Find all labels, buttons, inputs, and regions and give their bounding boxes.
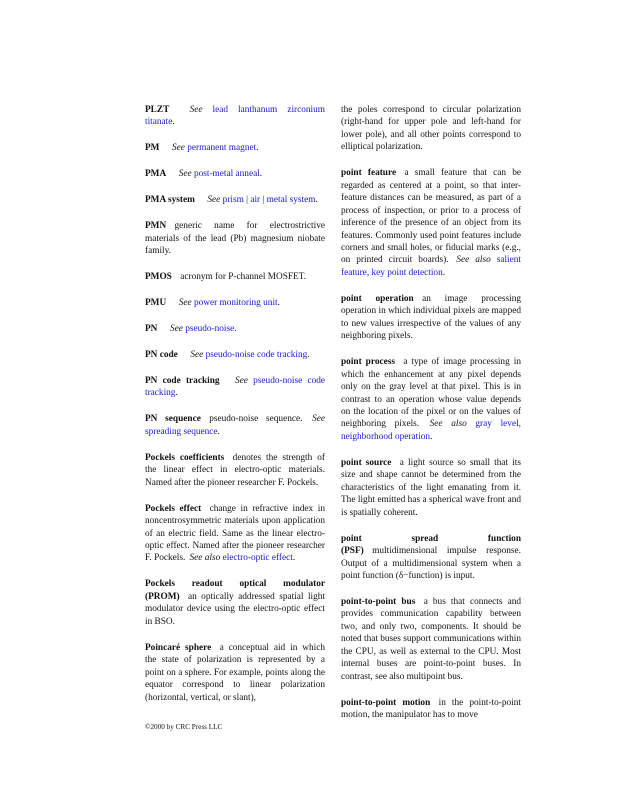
see-label: See (312, 414, 325, 425)
glossary-entry (341, 104, 521, 154)
left-column (145, 104, 325, 717)
entry-definition: denotes the strength of the linear effect in electro-optic materials. Named after the pioneer researcher F. Pockels. (145, 452, 325, 488)
entry-definition: a bus that connects and provides communication capability between two, and only two, components. It should be noted that buses support communications within the CPU, as well as external to the CPU. Most internal buses are point-to-point buses. In contrast, see also multipoint bus. (341, 596, 521, 682)
glossary-entry (341, 167, 521, 279)
see-label: See (178, 298, 192, 309)
entry-term: PN (145, 324, 158, 335)
entry-definition: an optically addressed spatial light modulator device using the electro-optic effect in BSO. (145, 591, 325, 627)
cross-reference-link[interactable]: pseudo-noise code tracking (205, 349, 308, 360)
cross-reference-link[interactable]: key point detection (371, 267, 443, 278)
glossary-entry (145, 142, 325, 154)
see-label: See (207, 195, 221, 206)
see-label: See also (429, 419, 467, 430)
entry-definition: change in refractive index in noncentrosymmetric materials upon application of an electric field. Same as the linear electro-optic effect. Named after the pioneer researcher F. Pockels. (145, 503, 325, 564)
entry-term: point-to-point motion (341, 697, 431, 708)
entry-term: PM (145, 143, 160, 154)
see-label: See (169, 324, 183, 335)
cross-reference-link[interactable]: salient feature (341, 255, 521, 278)
entry-term: PMA (145, 169, 167, 180)
entry-term: point feature (341, 168, 397, 179)
see-label: See (190, 349, 204, 360)
entry-term: point process (341, 357, 395, 368)
glossary-entry (341, 457, 521, 519)
glossary-entry (145, 194, 325, 206)
glossary-entry (145, 220, 325, 257)
glossary-entry (341, 293, 521, 343)
cross-reference-link[interactable]: pseudo-noise (185, 324, 235, 335)
entry-term: PMOS (145, 272, 172, 283)
glossary-entry (145, 323, 325, 335)
entry-term: point source (341, 457, 392, 468)
glossary-entry (145, 375, 325, 400)
entry-term: PMA system (145, 195, 195, 206)
link-separator: , (518, 419, 521, 430)
entry-term: PMU (145, 298, 167, 309)
entry-definition: a conceptual aid in which the state of polarization is represented by a point on a sphere. For example, points along the equator correspond to linear polarization (horizontal, vertical, or slant), (145, 642, 326, 703)
cross-reference-link[interactable]: prism (222, 195, 244, 206)
cross-reference-link[interactable]: lead lanthanum zirconium titanate (145, 105, 326, 128)
entry-period: . (430, 431, 433, 442)
entry-period: . (277, 298, 280, 309)
entry-definition: a type of image processing in which the enhancement at any pixel depends only on the gray level at that pixel. This is in contrast to an operation whose value depends on the location of the pixel or on the values of neighboring pixels. (341, 357, 521, 430)
copyright-footer: ©2000 by CRC Press LLC (145, 723, 223, 731)
entry-definition: pseudo-noise sequence. (209, 414, 303, 425)
entry-term: Pockels readout optical modulator (PROM) (145, 579, 325, 602)
entry-period: . (259, 169, 263, 180)
entry-definition: the poles correspond to circular polarization (right-hand for upper pole and left-hand for lower pole), and all other points correspond to elliptical polarization. (341, 105, 521, 153)
cross-reference-link[interactable]: post-metal anneal (193, 169, 260, 180)
cross-reference-link[interactable]: pseudo-noise code tracking (145, 375, 326, 399)
glossary-entry (341, 697, 521, 722)
cross-reference-link[interactable]: gray level (475, 419, 519, 430)
entry-term: Pockels coefficients (145, 452, 225, 463)
entry-period: . (292, 553, 296, 564)
entry-term: point-to-point bus (341, 596, 416, 607)
see-label: See (189, 105, 203, 115)
entry-definition: a small feature that can be regarded as centered at a point, so that inter-feature distances can be measured, as part of a process of inspection, or prior to a process of inference of the presence of an object from its features. Commonly used point features include corners and small holes, or fiducial marks (e.g., on printed circuit boards). (341, 168, 522, 266)
entry-definition: a light source so small that its size and shape cannot be determined from the characteristics of the light emanating from it. The light emitted has a spherical wave front and is spatially coherent. (341, 457, 521, 518)
entry-period: . (172, 117, 175, 128)
glossary-entry (341, 356, 521, 443)
entry-term: PLZT (145, 105, 170, 115)
entry-definition: multidimensional impulse response. Output of a multidimensional system when a point function (δ−function) is input. (341, 546, 521, 581)
glossary-entry (145, 271, 325, 283)
glossary-entry (145, 349, 325, 361)
entry-term: PMN (145, 221, 167, 232)
link-separator: , (366, 267, 372, 278)
cross-reference-link[interactable]: neighborhood operation (341, 431, 431, 442)
see-label: See (235, 375, 248, 386)
entry-period: . (307, 349, 310, 360)
cross-reference-link[interactable]: metal system (266, 195, 316, 206)
entry-definition: generic name for electrostrictive materials of the lead (Pb) magnesium niobate family. (145, 221, 325, 257)
entry-period: . (442, 267, 446, 278)
glossary-entry (341, 596, 521, 683)
cross-reference-link[interactable]: power monitoring unit (193, 298, 278, 309)
link-separator: | (243, 195, 251, 206)
cross-reference-link[interactable]: spreading sequence (145, 426, 218, 437)
see-label: See (172, 143, 185, 154)
glossary-entry (145, 297, 325, 309)
see-label: See also (189, 553, 221, 564)
glossary-entry (145, 578, 325, 628)
entry-period: . (175, 388, 178, 399)
entry-definition: an image processing operation in which individual pixels are mapped to new values irrespective of the values of any neighboring pixels. (341, 293, 521, 342)
entry-definition: acronym for P-channel MOSFET. (180, 272, 307, 283)
glossary-entry (145, 168, 325, 180)
glossary-entry (145, 642, 325, 704)
glossary-entry (145, 452, 325, 489)
glossary-entry (145, 413, 325, 438)
entry-term: PN code (145, 349, 178, 360)
entry-term: Poincaré sphere (145, 642, 212, 653)
glossary-entry (145, 503, 325, 565)
cross-reference-link[interactable]: permanent magnet (187, 143, 257, 154)
entry-term: point operation (341, 293, 414, 304)
cross-reference-link[interactable]: air (250, 195, 261, 206)
see-label: See also (456, 255, 491, 266)
entry-term: point spread function (PSF) (341, 533, 521, 557)
glossary-entry (341, 533, 521, 583)
see-label: See (178, 169, 192, 180)
cross-reference-link[interactable]: electro-optic effect (222, 553, 293, 564)
right-column (341, 104, 521, 735)
link-separator: | (260, 195, 267, 206)
entry-period: . (256, 143, 259, 154)
entry-period: . (217, 426, 220, 437)
entry-definition: in the point-to-point motion, the manipulator has to move (341, 697, 521, 721)
entry-term: PN code tracking (145, 375, 220, 386)
entry-term: PN sequence (145, 414, 201, 425)
entry-period: . (234, 324, 237, 335)
glossary-entry (145, 104, 325, 129)
entry-period: . (315, 195, 318, 206)
entry-term: Pockels effect (145, 503, 202, 514)
